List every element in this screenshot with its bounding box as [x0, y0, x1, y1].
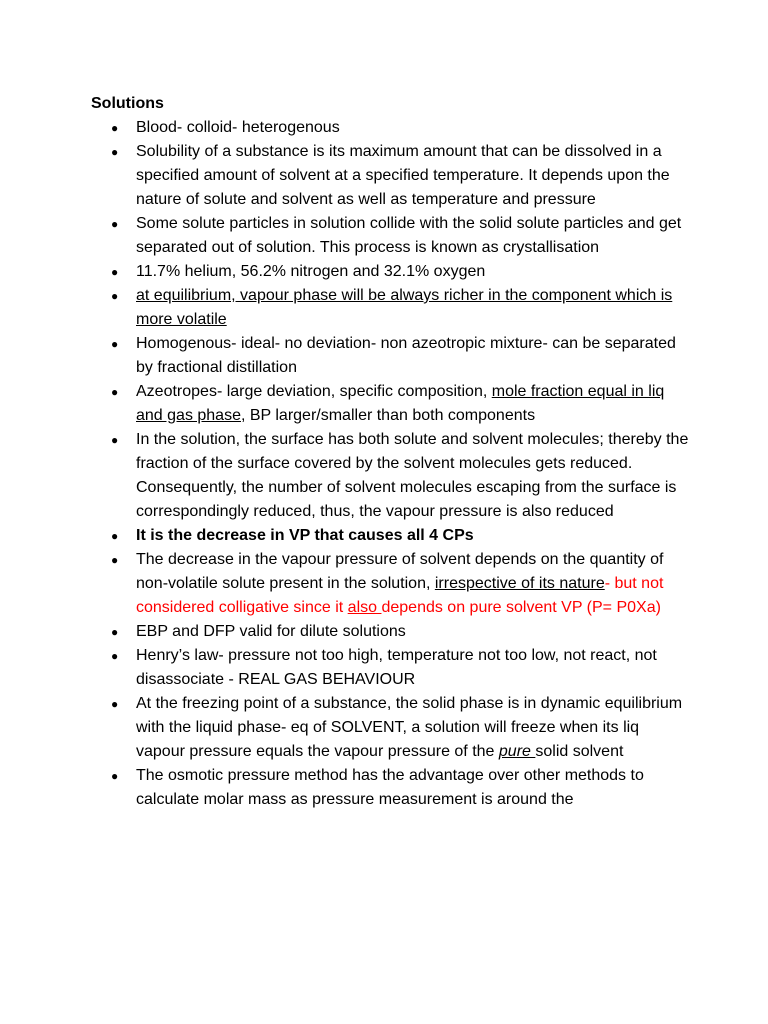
item-text: Henry’s law- pressure not too high, temperature not too low, not react, not disassociate - REAL GAS BEHAVIOUR: [136, 647, 657, 688]
bullet-icon: ●: [111, 145, 119, 159]
page-title: Solutions: [91, 95, 164, 112]
item-text: 11.7% helium, 56.2% nitrogen and 32.1% oxygen: [136, 263, 486, 280]
bullet-icon: ●: [111, 385, 119, 399]
list-item: [91, 380, 691, 428]
bullet-icon: ●: [111, 121, 119, 135]
item-text: Solubility of a substance is its maximum amount that can be dissolved in a specified amount of solvent at a specified temperature. It depends upon the nature of solute and solvent as well as temperature and pressure: [136, 143, 670, 208]
notes-list: [91, 116, 691, 812]
item-text: Azeotropes- large deviation, specific composition,: [136, 383, 492, 400]
list-item: [91, 524, 691, 548]
bullet-icon: ●: [111, 265, 119, 279]
item-text: At the freezing point of a substance, the solid phase is in dynamic equilibrium with the liquid phase- eq of SOLVENT, a solution will freeze when its liq vapour pressure equals the vapour pressure of the: [136, 695, 683, 760]
item-text-red: - but not considered colligative since it: [136, 575, 664, 616]
list-item: [91, 644, 691, 692]
item-text-underlined: irrespective of its nature: [434, 575, 605, 592]
item-text-italic-underlined: pure: [498, 743, 536, 760]
item-text-underlined: at equilibrium, vapour phase will be always richer in the component which is more volatile: [136, 287, 673, 328]
bullet-icon: ●: [111, 769, 119, 783]
bullet-icon: ●: [111, 289, 119, 303]
item-text-underlined: mole fraction equal in liq and gas phase: [136, 383, 665, 424]
list-item: [91, 284, 691, 332]
item-text-bold: It is the decrease in VP that causes all 4 CPs: [136, 527, 474, 544]
bullet-icon: ●: [111, 553, 119, 567]
item-text: The decrease in the vapour pressure of solvent depends on the quantity of non-volatile solute present in the solution,: [136, 551, 664, 592]
bullet-icon: ●: [111, 433, 119, 447]
list-item: [91, 212, 691, 260]
item-text: In the solution, the surface has both solute and solvent molecules; thereby the fraction of the surface covered by the solvent molecules gets reduced. Consequently, the number of solvent molecules escaping from the surface is correspondingly reduced, thus, the vapour pressure is also reduced: [136, 431, 689, 520]
bullet-icon: ●: [111, 649, 119, 663]
bullet-icon: ●: [111, 625, 119, 639]
list-item: [91, 332, 691, 380]
item-text: The osmotic pressure method has the advantage over other methods to calculate molar mass as pressure measurement is around the: [136, 767, 644, 808]
bullet-icon: ●: [111, 529, 119, 543]
list-item: [91, 260, 691, 284]
item-text: EBP and DFP valid for dilute solutions: [136, 623, 406, 640]
bullet-icon: ●: [111, 337, 119, 351]
bullet-icon: ●: [111, 697, 119, 711]
list-item: [91, 428, 691, 524]
list-item: [91, 764, 691, 812]
list-item: [91, 140, 691, 212]
item-text: Some solute particles in solution collide with the solid solute particles and get separated out of solution. This process is known as crystallisation: [136, 215, 682, 256]
list-item: [91, 620, 691, 644]
item-text-red-underlined: also: [347, 599, 382, 616]
bullet-icon: ●: [111, 217, 119, 231]
list-item: [91, 692, 691, 764]
item-text: , BP larger/smaller than both components: [240, 407, 536, 424]
item-text: solid solvent: [535, 743, 624, 760]
item-text-red: depends on pure solvent VP (P= P0Xa): [381, 599, 661, 616]
item-text: Blood- colloid- heterogenous: [136, 119, 340, 136]
item-text: Homogenous- ideal- no deviation- non azeotropic mixture- can be separated by fractional distillation: [136, 335, 676, 376]
list-item: [91, 116, 691, 140]
list-item: [91, 548, 691, 620]
